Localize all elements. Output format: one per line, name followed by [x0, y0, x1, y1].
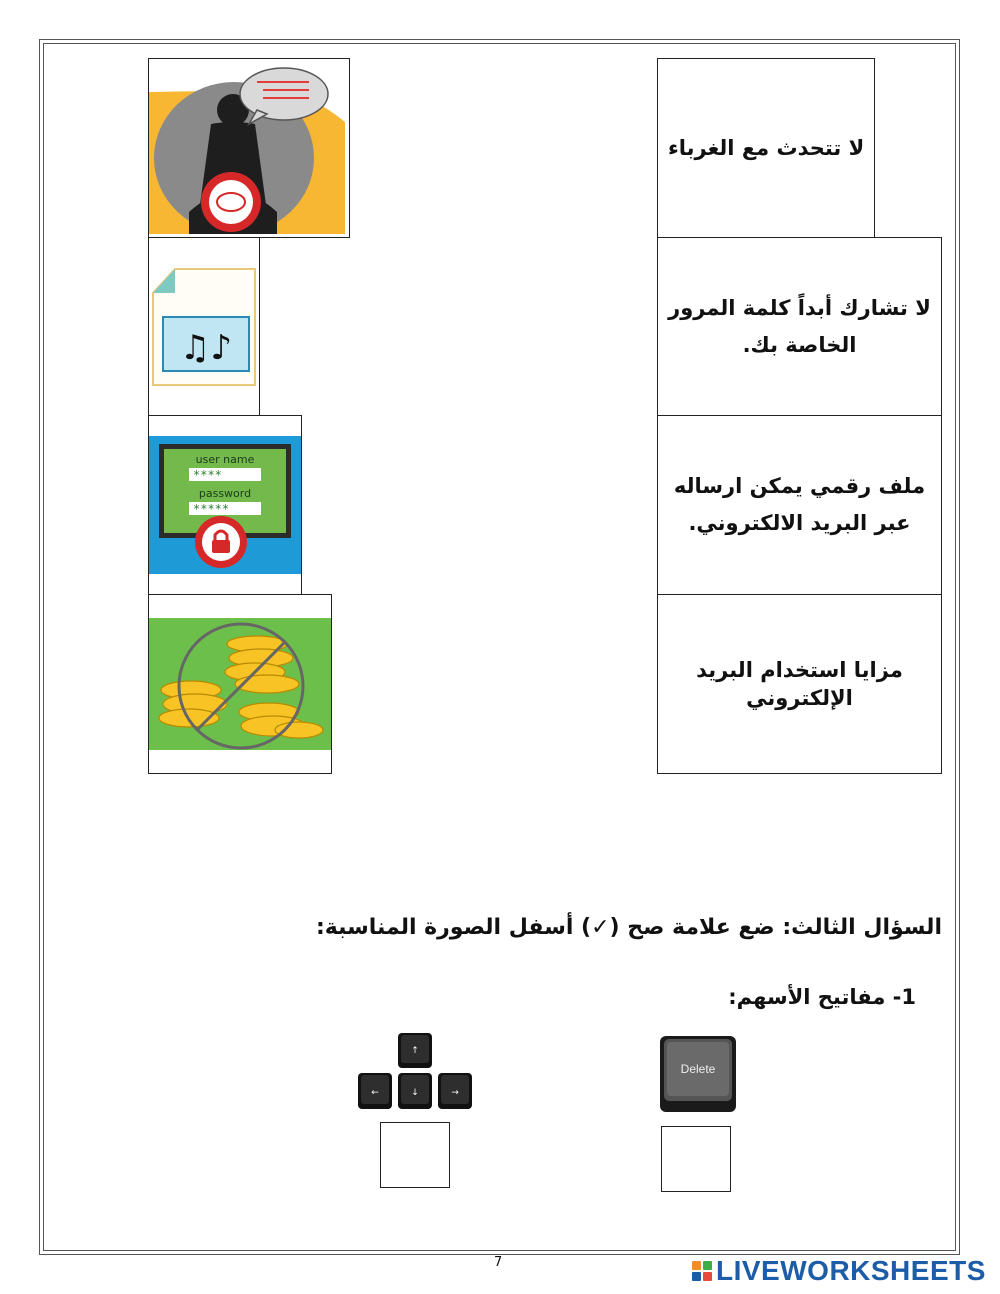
arrow-down-key: ↓	[411, 1088, 419, 1098]
page-number: 7	[494, 1255, 503, 1270]
match-text-2: لا تشارك أبداً كلمة المرور الخاصة بك.	[668, 295, 931, 357]
match-text-4: مزايا استخدام البريد الإلكتروني	[696, 657, 903, 710]
arrow-up-key: ↑	[411, 1046, 419, 1056]
answer-box-delete-key[interactable]	[661, 1126, 731, 1192]
match-text-3: ملف رقمي يمكن ارساله عبر البريد الالكتروني.	[673, 474, 926, 535]
picture-cell-1[interactable]	[148, 58, 350, 238]
password-mask: *****	[193, 502, 230, 516]
text-cell-1[interactable]	[657, 58, 875, 238]
arrow-right-key: →	[451, 1088, 459, 1098]
music-file-icon	[149, 267, 259, 387]
password-label: password	[198, 487, 252, 500]
picture-cell-3[interactable]	[148, 415, 302, 595]
liveworksheets-logo[interactable]	[692, 1256, 986, 1286]
login-lock-icon	[149, 436, 301, 574]
question3-title: السؤال الثالث: ضع علامة صح (✓) أسفل الصورة المناسبة:	[315, 915, 942, 940]
arrow-left-key: ←	[371, 1088, 379, 1098]
brand-grid-icon	[692, 1261, 712, 1281]
brand-name: LIVEWORKSHEETS	[716, 1255, 986, 1286]
no-coins-icon	[149, 618, 331, 750]
text-cell-3[interactable]	[657, 415, 942, 595]
username-label: user name	[195, 453, 255, 466]
delete-key-picture	[660, 1036, 736, 1112]
question3-item1: 1- مفاتيح الأسهم:	[728, 985, 916, 1009]
picture-cell-2[interactable]	[148, 237, 260, 416]
username-mask: ****	[193, 468, 222, 482]
text-cell-4[interactable]	[657, 594, 942, 774]
delete-key-label: Delete	[680, 1062, 716, 1076]
match-text-1: لا تتحدث مع الغرباء	[668, 135, 865, 160]
picture-cell-4[interactable]	[148, 594, 332, 774]
answer-box-arrow-keys[interactable]	[380, 1122, 450, 1188]
svg-text:♫♪: ♫♪	[179, 327, 233, 368]
text-cell-2[interactable]	[657, 237, 942, 416]
arrow-keys-picture	[356, 1033, 474, 1113]
person-speech-bubble-icon	[149, 62, 349, 234]
